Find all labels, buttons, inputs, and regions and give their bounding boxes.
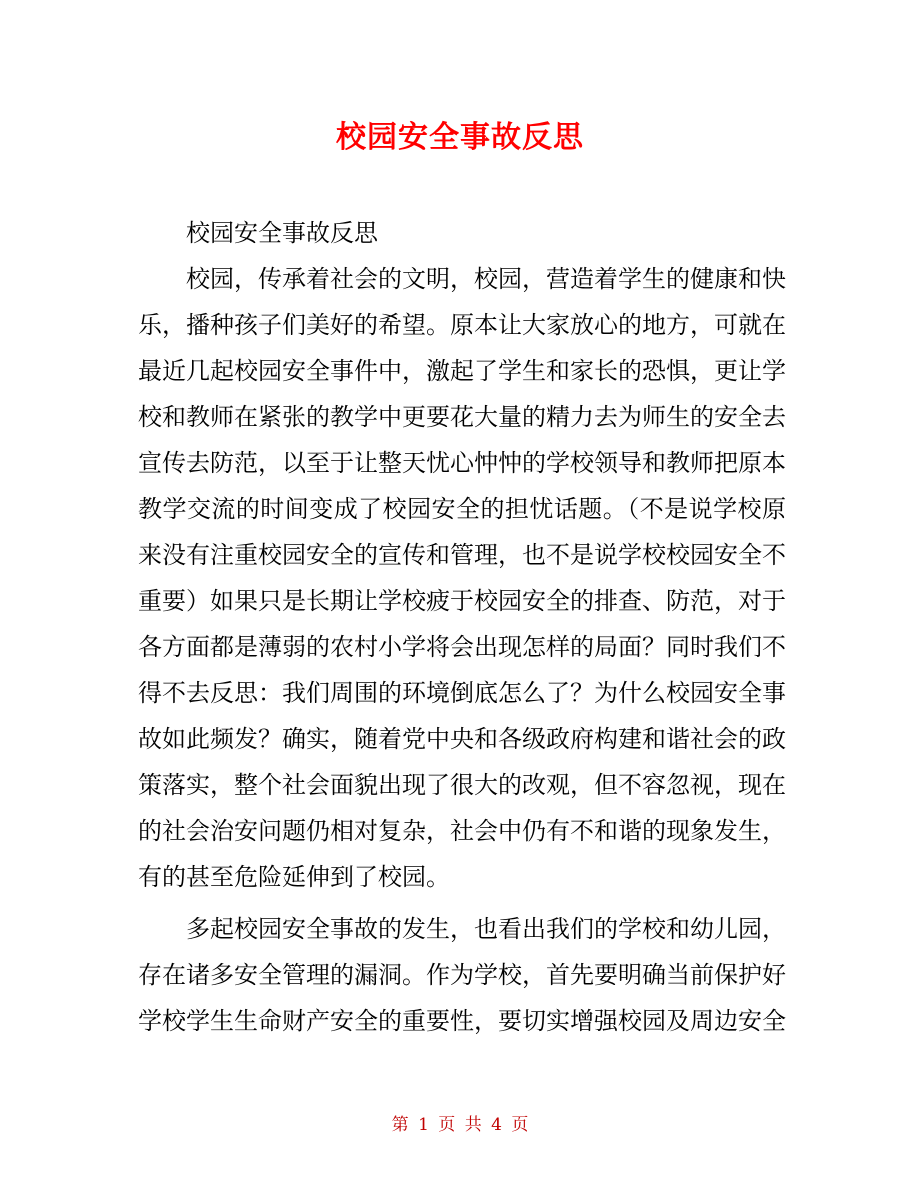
paragraph-line: 存在诸多安全管理的漏洞。作为学校，首先要明确当前保护好 [138, 961, 786, 989]
page-number-footer: 第 1 页 共 4 页 [391, 1115, 529, 1135]
paragraph-line: 的社会治安问题仍相对复杂，社会中仍有不和谐的现象发生， [138, 817, 786, 845]
paragraph-line: 教学交流的时间变成了校园安全的担忧话题。（不是说学校原 [138, 495, 786, 523]
paragraph-line: 得不去反思：我们周围的环境倒底怎么了？为什么校园安全事 [138, 679, 786, 707]
paragraph-line: 重要）如果只是长期让学校疲于校园安全的排查、防范，对于 [138, 587, 786, 615]
paragraph-line: 多起校园安全事故的发生，也看出我们的学校和幼儿园， [186, 915, 786, 943]
paragraph-line: 宣传去防范，以至于让整天忧心忡忡的学校领导和教师把原本 [138, 449, 786, 477]
paragraph-line: 乐，播种孩子们美好的希望。原本让大家放心的地方，可就在 [138, 311, 786, 339]
paragraph-line: 校园安全事故反思 [186, 219, 378, 247]
document-body [138, 210, 786, 1044]
paragraph-line: 有的甚至危险延伸到了校园。 [138, 863, 450, 891]
paragraph-line: 来没有注重校园安全的宣传和管理，也不是说学校校园安全不 [138, 541, 786, 569]
paragraph-line: 各方面都是薄弱的农村小学将会出现怎样的局面？同时我们不 [138, 633, 786, 661]
paragraph-line: 策落实，整个社会面貌出现了很大的改观，但不容忽视，现在 [138, 771, 786, 799]
document-title: 校园安全事故反思 [336, 120, 584, 155]
paragraph-line: 学校学生生命财产安全的重要性，要切实增强校园及周边安全 [138, 1007, 786, 1035]
paragraph-line: 故如此频发？确实，随着党中央和各级政府构建和谐社会的政 [138, 725, 786, 753]
paragraph-line: 校园，传承着社会的文明，校园，营造着学生的健康和快 [186, 265, 786, 293]
paragraph-line: 最近几起校园安全事件中，激起了学生和家长的恐惧，更让学 [138, 357, 786, 385]
paragraph-line: 校和教师在紧张的教学中更要花大量的精力去为师生的安全去 [138, 403, 786, 431]
